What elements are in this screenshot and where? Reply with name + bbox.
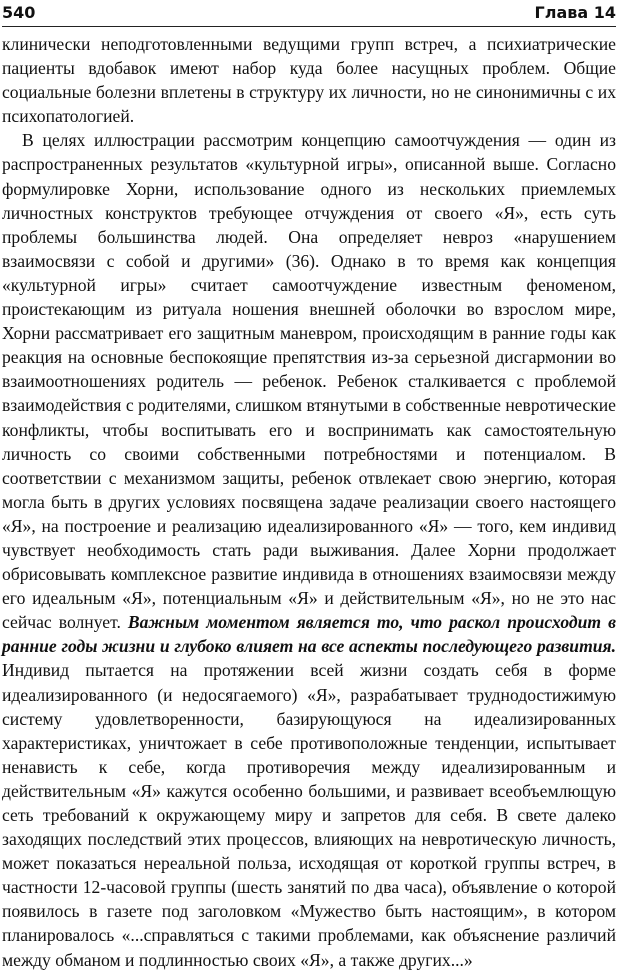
emphasized-sentence: Важным моментом является то, что раскол происходит в ранние годы жизни и глубоко влияет на все аспекты последующего развития. bbox=[2, 612, 616, 657]
paragraph-continued: клинически неподготовленными ведущими групп встреч, а психиатрические пациенты вдобавок имеют набор куда более насущных проблем. Общие социальные болезни вплетены в структуру их личности, но не синонимичны с их психопатологией. bbox=[2, 34, 616, 127]
body-text bbox=[2, 32, 616, 972]
page-number: 540 bbox=[2, 3, 36, 22]
running-header bbox=[2, 0, 616, 27]
paragraph-text-part2: Индивид пытается на протяжении всей жизни создать себя в форме идеализированного (и недосягаемого) «Я», разрабатывает труднодостижимую систему удовлетворенности, базирующуюся на идеализированных характеристиках, уничтожает в себе противоположные тенденции, испытывает ненависть к себе, когда противоречия между идеализированным и действительным «Я» кажутся особенно большими, и развивает всеобъемлющую сеть требований к окружающему миру и запретов для себя. В свете далеко заходящих последствий этих процессов, влияющих на невротическую личность, может показаться нереальной польза, исходящая от короткой группы встреч, в частности 12-часовой группы (шесть занятий по два часа), объявление о которой появилось в газете под заголовком «Мужество быть настоящим», в котором планировалось «...справляться с такими проблемами, как объяснение различий между обманом и подлинностью своих «Я», а также других...» bbox=[2, 660, 616, 970]
chapter-label: Глава 14 bbox=[534, 3, 616, 22]
paragraph-text-part1: В целях иллюстрации рассмотрим концепцию самоотчуждения — один из распространенных результатов «культурной игры», описанной выше. Согласно формулировке Хорни, использование одного из нескольких приемлемых личностных конструктов требующее отчуждения от своего «Я», есть суть проблемы большинства людей. Она определяет невроз «нарушением взаимосвязи с собой и другими» (36). Однако в то время как концепция «культурной игры» считает самоотчуждение известным феноменом, проистекающим из ритуала ношения внешней оболочки во взрослом мире, Хорни рассматривает его защитным маневром, происходящим в ранние годы как реакция на основные беспокоящие препятствия из-за серьезной дисгармонии во взаимоотношениях родитель — ребенок. Ребенок сталкивается с проблемой взаимодействия с родителями, слишком втянутыми в собственные невротические конфликты, чтобы воспитывать его и воспринимать как самостоятельную личность со своими собственными потребностями и потенциалом. В соответствии с механизмом защиты, ребенок отвлекает свою энергию, которая могла быть в других условиях посвящена задаче реализации своего настоящего «Я», на построение и реализацию идеализированного «Я» — того, кем индивид чувствует необходимость стать ради выживания. Далее Хорни продолжает обрисовывать комплексное развитие индивида в отношениях взаимосвязи между его идеальным «Я», потенциальным «Я» и действительным «Я», но не это нас сейчас волнует. bbox=[2, 130, 616, 633]
paragraph-self-alienation bbox=[2, 128, 616, 971]
